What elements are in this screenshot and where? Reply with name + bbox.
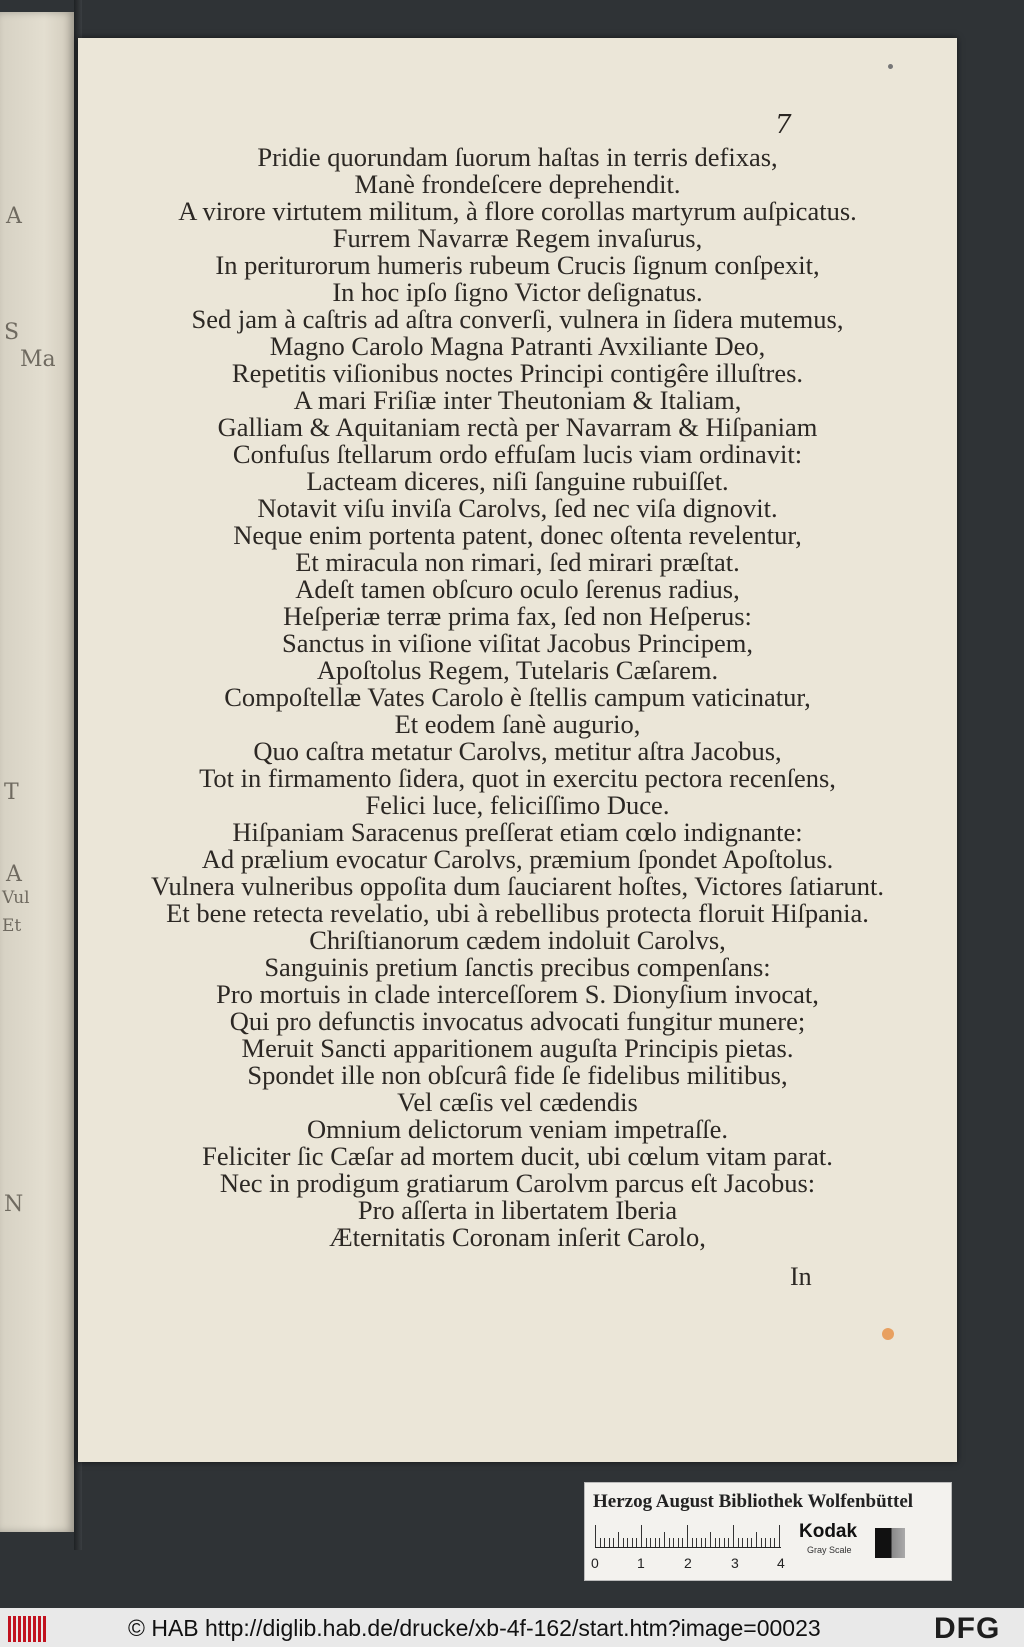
ruler-tick: [604, 1538, 605, 1547]
verse-line: [78, 792, 957, 819]
ruler-tick: [756, 1532, 757, 1547]
verse-line-text: Et eodem ſanè augurio,: [394, 709, 641, 739]
verse-line-text: Chriſtianorum cædem indoluit Carolvs,: [309, 925, 726, 955]
verse-line: [78, 738, 957, 765]
verse-line-text: Adeſt tamen obſcuro oculo ſerenus radius,: [295, 574, 740, 604]
verse-line: [78, 522, 957, 549]
verse-line-text: In hoc ipſo ſigno Victor deſignatus.: [332, 277, 703, 307]
verse-line-text: Heſperiæ terræ prima fax, ſed non Heſperus:: [283, 601, 752, 631]
ruler-tick: [733, 1525, 734, 1547]
ruler-tick: [770, 1538, 771, 1547]
verse-line-text: Pro mortuis in clade interceſſorem S. Dionyſium invocat,: [216, 979, 819, 1009]
ruler-tick: [696, 1538, 697, 1547]
verse-line-text: Furrem Navarræ Regem invaſurus,: [332, 223, 703, 253]
verse-line-text: Et bene retecta revelatio, ubi à rebellibus protecta floruit Hiſpania.: [166, 898, 869, 928]
ruler-tick: [600, 1538, 601, 1547]
verse-line-text: Magno Carolo Magna Patranti Avxiliante Deo,: [269, 331, 766, 361]
verse-line: [78, 495, 957, 522]
ruler-tick: [701, 1538, 702, 1547]
ruler-tick: [692, 1538, 693, 1547]
verse-line-text: Pridie quorundam ſuorum haſtas in terris defixas,: [257, 142, 778, 172]
verse-line: [78, 360, 957, 387]
verse-line: [78, 198, 957, 225]
verse-line-text: Tot in firmamento ſidera, quot in exercitu pectora recenſens,: [199, 763, 836, 793]
facing-page-fragment: S: [4, 320, 20, 345]
ruler-scale: [595, 1525, 781, 1548]
verse-line-text: Meruit Sancti apparitionem auguſta Principis pietas.: [241, 1033, 794, 1063]
verse-line: [78, 1197, 957, 1224]
verse-line-text: Vulnera vulneribus oppoſita dum ſauciarent hoſtes, Victores ſatiarunt.: [151, 871, 884, 901]
verse-line: [78, 441, 957, 468]
verse-line: [78, 900, 957, 927]
verse-line: [78, 954, 957, 981]
ruler-tick: [627, 1538, 628, 1547]
facing-page-edge: [0, 12, 74, 1532]
verse-line-text: Repetitis viſionibus noctes Principi contigêre illuſtres.: [231, 358, 804, 388]
ruler-tick: [779, 1525, 780, 1547]
ruler-tick: [623, 1538, 624, 1547]
verse-line-text: A virore virtutem militum, à flore corollas martyrum auſpicatus.: [178, 196, 857, 226]
verse-line-text: Æternitatis Coronam inſerit Carolo,: [329, 1222, 706, 1252]
paper-speck: [888, 64, 893, 69]
verse-line: [78, 684, 957, 711]
facing-page-fragment: T: [4, 780, 19, 805]
verse-line: [78, 711, 957, 738]
verse-line: [78, 549, 957, 576]
ruler-tick: [650, 1538, 651, 1547]
verse-line-text: Sanctus in viſione viſitat Jacobus Principem,: [281, 628, 754, 658]
verse-line: [78, 1116, 957, 1143]
ruler-tick: [751, 1538, 752, 1547]
verse-line: [78, 1008, 957, 1035]
verse-line: [78, 927, 957, 954]
verse-line: [78, 387, 957, 414]
ruler-tick: [715, 1538, 716, 1547]
kodak-gray-scale: Gray Scale: [807, 1545, 852, 1555]
ruler-tick: [641, 1525, 642, 1547]
verse-line: [78, 414, 957, 441]
ruler-tick: [742, 1538, 743, 1547]
ruler-tick: [774, 1538, 775, 1547]
verse-line-text: Lacteam diceres, niſi ſanguine rubuiſſet.: [306, 466, 729, 496]
scale-number: 1: [637, 1555, 645, 1571]
ruler-tick: [724, 1538, 725, 1547]
ruler-tick: [710, 1532, 711, 1547]
ruler-tick: [632, 1538, 633, 1547]
verse-line: [78, 657, 957, 684]
verse-text: [78, 144, 957, 1251]
ruler-tick: [636, 1538, 637, 1547]
verse-line-text: Felici luce, feliciſſimo Duce.: [365, 790, 670, 820]
facing-page-fragment: N: [4, 1192, 24, 1217]
verse-line-text: In periturorum humeris rubeum Crucis ſignum conſpexit,: [215, 250, 820, 280]
verse-line: [78, 1035, 957, 1062]
verse-line-text: Confuſus ſtellarum ordo effuſam lucis viam ordinavit:: [232, 439, 803, 469]
verse-line: [78, 765, 957, 792]
ruler-tick: [646, 1538, 647, 1547]
ruler-tick: [705, 1538, 706, 1547]
verse-line-text: Quo caſtra metatur Carolvs, metitur aſtra Jacobus,: [253, 736, 782, 766]
verse-line: [78, 306, 957, 333]
barcode-icon: [8, 1616, 46, 1642]
ruler-tick: [669, 1538, 670, 1547]
verse-line: [78, 630, 957, 657]
verse-line-text: Notavit viſu inviſa Carolvs, ſed nec viſa dignovit.: [257, 493, 778, 523]
ruler-tick: [609, 1538, 610, 1547]
ruler-tick: [761, 1538, 762, 1547]
page-number: 7: [775, 110, 792, 140]
scale-number: 2: [684, 1555, 692, 1571]
ruler-tick: [728, 1538, 729, 1547]
ruler-tick: [738, 1538, 739, 1547]
facing-page-fragment: Ma: [20, 347, 56, 372]
verse-line: [78, 1089, 957, 1116]
ruler-tick: [747, 1538, 748, 1547]
verse-line: [78, 873, 957, 900]
verse-line: [78, 576, 957, 603]
facing-page-fragment: A: [6, 204, 22, 229]
ruler-tick: [659, 1538, 660, 1547]
verse-line: [78, 1143, 957, 1170]
facing-page-fragment: Et: [2, 916, 22, 936]
footer-bar: [0, 1608, 1024, 1647]
ruler-tick: [687, 1525, 688, 1547]
verse-line: [78, 1170, 957, 1197]
verse-line-text: Manè frondeſcere deprehendit.: [354, 169, 681, 199]
verse-line-text: Compoſtellæ Vates Carolo è ſtellis campum vaticinatur,: [224, 682, 811, 712]
verse-line: [78, 603, 957, 630]
footer-link[interactable]: © HAB http://diglib.hab.de/drucke/xb-4f-162/start.htm?image=00023: [128, 1615, 821, 1641]
verse-line-text: Neque enim portenta patent, donec oſtenta revelentur,: [233, 520, 802, 550]
ruler-tick: [595, 1525, 596, 1547]
scale-number: 4: [777, 1555, 785, 1571]
verse-line: [78, 252, 957, 279]
verse-line: [78, 333, 957, 360]
verse-line-text: A mari Friſiæ inter Theutoniam & Italiam,: [293, 385, 742, 415]
verse-line-text: Hiſpaniam Saracenus preſſerat etiam cœlo indignante:: [232, 817, 803, 847]
verse-line-text: Feliciter ſic Cæſar ad mortem ducit, ubi cœlum vitam parat.: [202, 1141, 833, 1171]
verse-line-text: Sanguinis pretium ſanctis precibus compenſans:: [264, 952, 771, 982]
dfg-logo: DFG: [934, 1612, 1001, 1645]
verse-line-text: Apoſtolus Regem, Tutelaris Cæſarem.: [316, 655, 719, 685]
library-name: Herzog August Bibliothek Wolfenbüttel: [593, 1491, 914, 1512]
verse-line-text: Galliam & Aquitaniam rectà per Navarram & Hiſpaniam: [217, 412, 818, 442]
facing-page-fragment: A: [6, 862, 22, 887]
verse-line: [78, 1062, 957, 1089]
ruler-tick: [765, 1538, 766, 1547]
ruler-tick: [673, 1538, 674, 1547]
verse-line-text: Spondet ille non obſcurâ fide ſe fidelibus militibus,: [247, 1060, 788, 1090]
ruler-tick: [678, 1538, 679, 1547]
ruler-tick: [613, 1538, 614, 1547]
scale-number: 3: [731, 1555, 739, 1571]
verse-line-text: Et miracula non rimari, ſed mirari præſtat.: [295, 547, 740, 577]
verse-line-text: Nec in prodigum gratiarum Carolvm parcus eſt Jacobus:: [219, 1168, 816, 1198]
ruler-tick: [682, 1538, 683, 1547]
ruler-tick: [719, 1538, 720, 1547]
verse-line: [78, 1224, 957, 1251]
library-color-scale-card: [584, 1482, 952, 1581]
verse-line-text: Qui pro defunctis invocatus advocati fungitur munere;: [229, 1006, 806, 1036]
verse-line-text: Ad prælium evocatur Carolvs, præmium ſpondet Apoſtolus.: [201, 844, 834, 874]
ruler-tick: [618, 1532, 619, 1547]
verse-line-text: Pro aſſerta in libertatem Iberia: [357, 1195, 678, 1225]
ruler-tick: [664, 1532, 665, 1547]
kodak-brand: Kodak: [799, 1521, 858, 1542]
verse-line: [78, 846, 957, 873]
verse-line: [78, 819, 957, 846]
verse-line: [78, 981, 957, 1008]
verse-line-text: Omnium delictorum veniam impetraſſe.: [307, 1114, 728, 1144]
verse-line-text: Sed jam à caſtris ad aſtra converſi, vulnera in ſidera mutemus,: [191, 304, 844, 334]
catchword: In: [790, 1262, 812, 1291]
verse-line: [78, 144, 957, 171]
verse-line: [78, 279, 957, 306]
verse-line: [78, 468, 957, 495]
scale-number: 0: [591, 1555, 599, 1571]
book-page: [78, 38, 957, 1462]
paper-stain: [882, 1328, 894, 1340]
verse-line: [78, 171, 957, 198]
gray-patch: [875, 1528, 905, 1558]
verse-line: [78, 225, 957, 252]
facing-page-fragment: Vul: [2, 888, 30, 908]
verse-line-text: Vel cæſis vel cædendis: [397, 1087, 638, 1117]
ruler-tick: [655, 1538, 656, 1547]
